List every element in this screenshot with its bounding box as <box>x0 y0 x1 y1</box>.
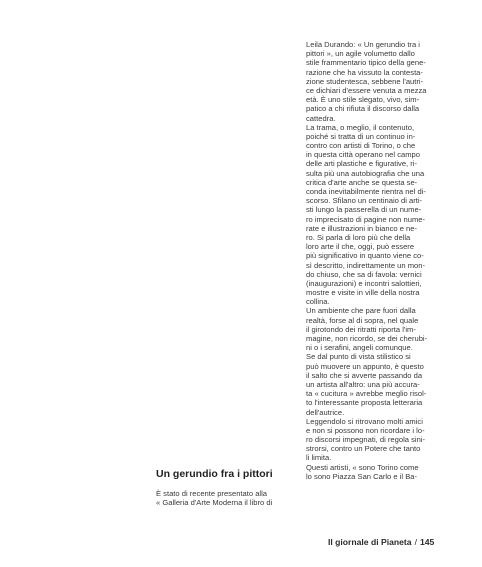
article-text-line: mostre e visite in ville della nostra <box>306 288 420 298</box>
article-text-line: (inaugurazioni) e incontri salottieri, <box>306 278 422 288</box>
article-text-line: può muovere un appunto, è questo <box>306 361 424 371</box>
article-text-line: razione che ha vissuto la contesta- <box>306 67 423 77</box>
article-text-line: Se dal punto di vista stilistico si <box>306 352 411 362</box>
article-text-line: Leggendolo si ritrovano molti amici <box>306 416 423 426</box>
article-text-line: ni o i serafini, angeli comunque. <box>306 343 413 353</box>
article-text-line: contro con artisti di Torino, o che <box>306 141 416 151</box>
article-text-line: Un ambiente che pare fuori dalla <box>306 306 416 316</box>
article-text-line: sti lungo la passerella di un nume- <box>306 205 422 215</box>
article-headline: Un gerundio fra i pittori <box>156 468 273 480</box>
article-text-line: stile frammentario tipico della gene- <box>306 58 426 68</box>
article-text-line: più significativo in quanto viene co- <box>306 251 424 261</box>
article-left-text <box>156 489 300 508</box>
article-text-line: ro. Si parla di loro più che della <box>306 232 411 242</box>
article-text-line: do chiuso, che sa di favola: vernici <box>306 269 422 279</box>
article-text-line: ce dichiari d'essere venuta a mezza <box>306 85 427 95</box>
article-text-line: dell'autrice. <box>306 407 345 417</box>
article-left-column <box>156 468 300 508</box>
article-text-line: zione studentesca, sebbene l'autri- <box>306 76 424 86</box>
article-text-line: lo sono Piazza San Carlo e il Ba- <box>306 471 418 481</box>
article-text-line: È stato di recente presentato alla <box>156 489 268 498</box>
article-text-line: il salto che si avverte passando da <box>306 370 423 380</box>
article-text-line: ta « cucitura » avrebbe meglio risol- <box>306 389 427 399</box>
article-text-line: sì descritto, indirettamente un mon- <box>306 260 426 270</box>
article-right-column <box>306 40 448 481</box>
article-text-line: patico a chi rifiuta il discorso dalla <box>306 104 420 114</box>
article-text-line: il girotondo dei ritratti riporta l'im- <box>306 324 416 334</box>
article-text-line: in questa città operano nel campo <box>306 150 420 160</box>
article-text-line: pittori », un agile volumetto dallo <box>306 49 415 59</box>
article-text-line: « Galleria d'Arte Moderna il libro di <box>156 498 273 508</box>
article-text-line: strorsi, contro un Potere che tanto <box>306 444 421 454</box>
article-text-line: età. È uno stile slegato, vivo, sim- <box>306 95 420 105</box>
article-text-line: critica d'arte anche se questa se- <box>306 177 418 187</box>
publication-name: Il giornale di Pianeta <box>328 537 412 547</box>
article-text-line: rate e illustrazioni in bianco e ne- <box>306 223 418 233</box>
page-footer <box>328 537 434 547</box>
article-text-line: Leila Durando: « Un gerundio tra i <box>306 40 420 49</box>
article-text-line: La trama, o meglio, il contenuto, <box>306 122 415 132</box>
article-text-line: sulta più una autobiografia che una <box>306 168 425 178</box>
article-text-line: cattedra. <box>306 113 336 123</box>
article-text-line: magine, non ricordo, se dei cherubi- <box>306 334 428 343</box>
article-text-line: conda inevitabilmente rientra nel di- <box>306 187 426 196</box>
article-text-line: poiché si tratta di un continuo in- <box>306 131 416 141</box>
article-text-line: realtà, forse al di sopra, nel quale <box>306 315 419 325</box>
article-text-line: loro arte il che, oggi, può essere <box>306 242 415 252</box>
article-text-line: scorso. Sfilano un centinaio di arti- <box>306 196 423 206</box>
article-text-line: un artista all'altro: una più accura- <box>306 379 420 389</box>
article-text-line: Questi artisti, « sono Torino come <box>306 462 419 472</box>
article-text-line: li limita. <box>306 453 332 463</box>
footer-separator: / <box>414 537 417 547</box>
article-text-line: e non si possono non ricordare i lo- <box>306 425 425 435</box>
article-text-line: ro imprecisato di pagine non nume- <box>306 214 426 224</box>
article-text-line: delle arti plastiche e figurative, ri- <box>306 159 418 169</box>
page-number: 145 <box>419 537 435 547</box>
article-text-line: to l'interessante proposta letteraria <box>306 398 423 408</box>
article-text-line: collina. <box>306 297 330 307</box>
article-text-line: ro discorsi impegnati, di regola sini- <box>306 435 426 445</box>
